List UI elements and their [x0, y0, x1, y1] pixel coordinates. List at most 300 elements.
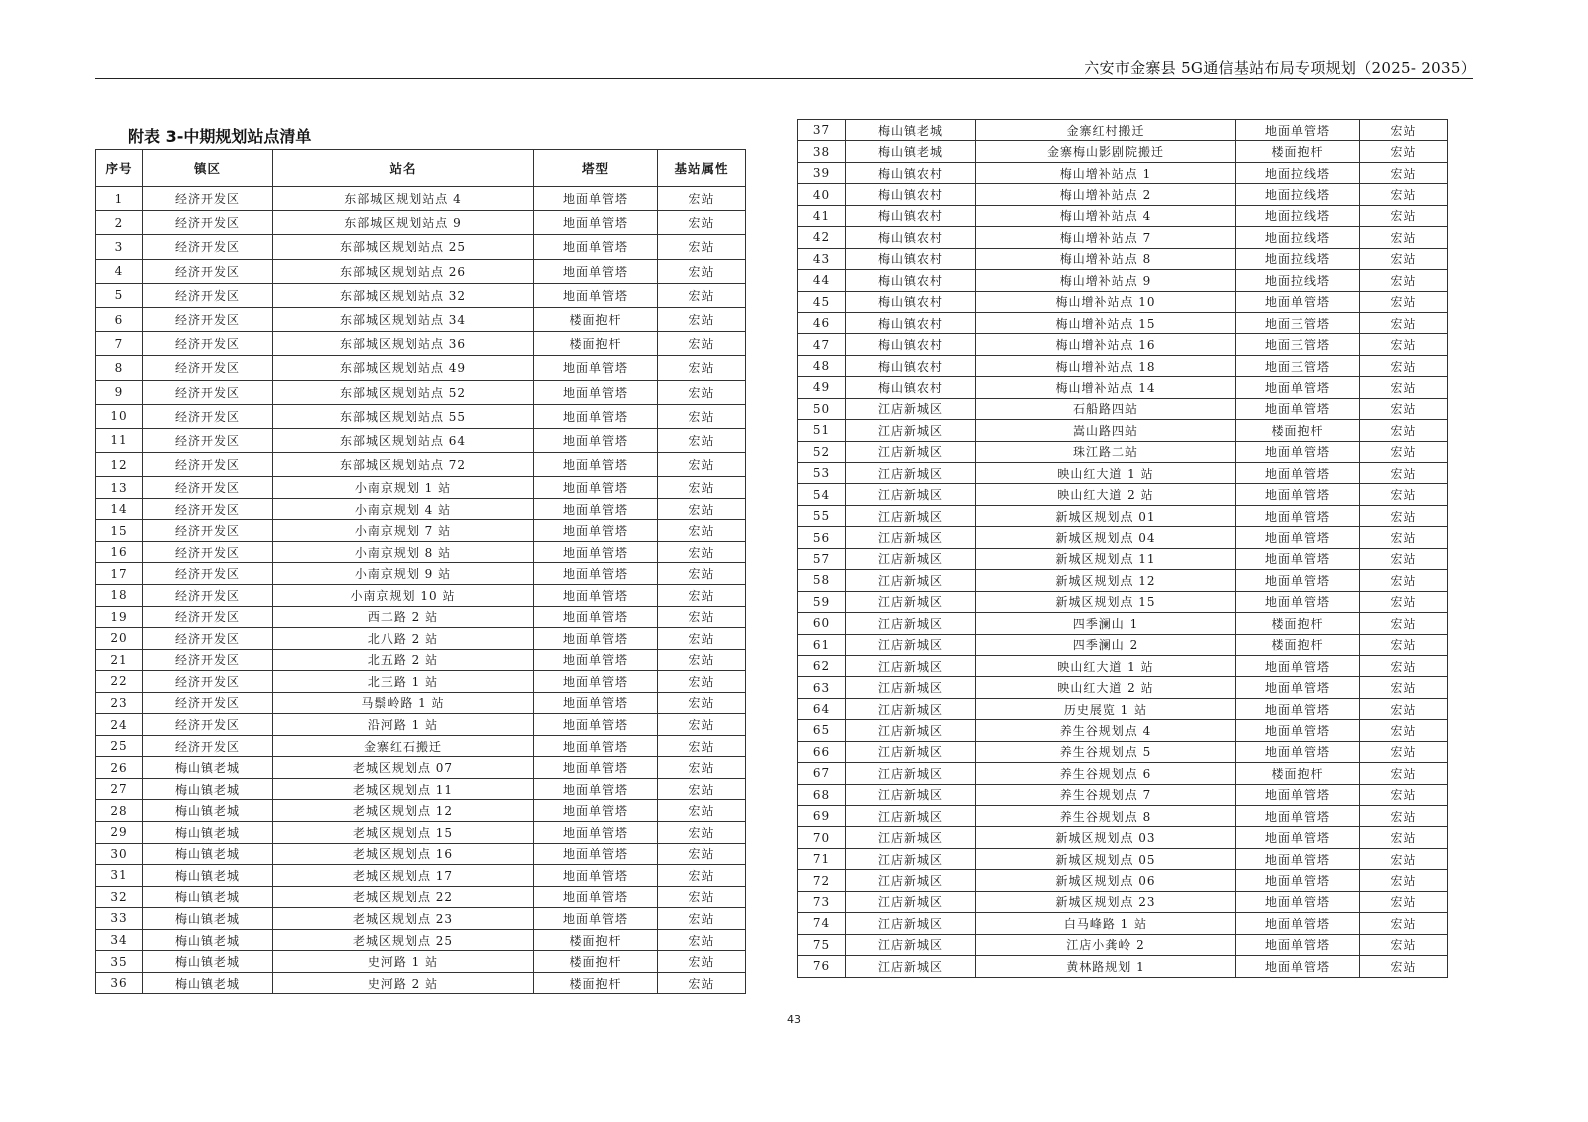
cell-station-attribute: 宏站 [1360, 248, 1448, 269]
cell-tower-type: 地面单管塔 [534, 865, 658, 887]
table-row [96, 951, 746, 973]
cell-station-name: 小南京规划 7 站 [273, 520, 534, 542]
table-row [798, 698, 1448, 719]
cell-serial: 37 [798, 120, 846, 141]
table-row [798, 548, 1448, 569]
table-row [798, 463, 1448, 484]
cell-station-attribute: 宏站 [1360, 934, 1448, 955]
cell-town: 江店新城区 [846, 548, 976, 569]
cell-station-name: 东部城区规划站点 9 [273, 211, 534, 235]
table-row [96, 259, 746, 283]
cell-town: 经济开发区 [143, 283, 273, 307]
cell-town: 梅山镇老城 [143, 929, 273, 951]
cell-town: 经济开发区 [143, 307, 273, 331]
cell-station-attribute: 宏站 [1360, 591, 1448, 612]
cell-tower-type: 地面单管塔 [534, 800, 658, 822]
cell-tower-type: 地面拉线塔 [1236, 205, 1360, 226]
table-row [96, 714, 746, 736]
table-row [96, 735, 746, 757]
cell-serial: 50 [798, 398, 846, 419]
cell-station-name: 新城区规划点 01 [976, 505, 1236, 526]
cell-station-attribute: 宏站 [658, 235, 746, 259]
cell-station-name: 东部城区规划站点 26 [273, 259, 534, 283]
cell-station-attribute: 宏站 [1360, 420, 1448, 441]
table-row [96, 649, 746, 671]
table-row [96, 477, 746, 499]
cell-serial: 40 [798, 184, 846, 205]
cell-tower-type: 楼面抱杆 [534, 332, 658, 356]
cell-station-name: 小南京规划 10 站 [273, 584, 534, 606]
cell-serial: 45 [798, 291, 846, 312]
cell-town: 梅山镇农村 [846, 184, 976, 205]
cell-station-attribute: 宏站 [658, 187, 746, 211]
table-header-row [96, 150, 746, 187]
station-table-right-body [798, 120, 1448, 978]
cell-town: 梅山镇农村 [846, 355, 976, 376]
cell-station-attribute: 宏站 [658, 259, 746, 283]
cell-town: 梅山镇农村 [846, 205, 976, 226]
document-header-title: 六安市金寨县 5G通信基站布局专项规划（2025- 2035） [1084, 59, 1476, 77]
cell-station-attribute: 宏站 [1360, 720, 1448, 741]
cell-serial: 38 [798, 141, 846, 162]
cell-station-name: 东部城区规划站点 64 [273, 428, 534, 452]
cell-tower-type: 地面单管塔 [534, 563, 658, 585]
cell-serial: 61 [798, 634, 846, 655]
cell-serial: 10 [96, 404, 143, 428]
table-row [96, 332, 746, 356]
cell-serial: 42 [798, 227, 846, 248]
cell-station-attribute: 宏站 [658, 453, 746, 477]
cell-station-name: 老城区规划点 11 [273, 778, 534, 800]
cell-town: 经济开发区 [143, 671, 273, 693]
header-town: 镇区 [143, 150, 273, 187]
cell-town: 梅山镇农村 [846, 291, 976, 312]
cell-serial: 25 [96, 735, 143, 757]
cell-station-name: 东部城区规划站点 72 [273, 453, 534, 477]
cell-tower-type: 地面三管塔 [1236, 312, 1360, 333]
table-row [798, 891, 1448, 912]
cell-station-name: 东部城区规划站点 36 [273, 332, 534, 356]
cell-town: 江店新城区 [846, 891, 976, 912]
cell-station-name: 老城区规划点 22 [273, 886, 534, 908]
cell-town: 江店新城区 [846, 720, 976, 741]
cell-station-name: 四季澜山 2 [976, 634, 1236, 655]
cell-station-name: 梅山增补站点 16 [976, 334, 1236, 355]
cell-serial: 35 [96, 951, 143, 973]
cell-serial: 3 [96, 235, 143, 259]
cell-tower-type: 地面单管塔 [1236, 570, 1360, 591]
cell-tower-type: 地面单管塔 [1236, 291, 1360, 312]
table-row [96, 778, 746, 800]
table-row [798, 655, 1448, 676]
station-table-right [797, 119, 1448, 978]
cell-station-name: 老城区规划点 07 [273, 757, 534, 779]
cell-serial: 14 [96, 498, 143, 520]
cell-town: 经济开发区 [143, 332, 273, 356]
cell-serial: 60 [798, 613, 846, 634]
table-row [96, 843, 746, 865]
cell-town: 梅山镇老城 [143, 886, 273, 908]
cell-station-name: 史河路 1 站 [273, 951, 534, 973]
cell-station-attribute: 宏站 [658, 628, 746, 650]
cell-town: 经济开发区 [143, 498, 273, 520]
cell-serial: 47 [798, 334, 846, 355]
cell-station-attribute: 宏站 [658, 520, 746, 542]
cell-tower-type: 楼面抱杆 [534, 929, 658, 951]
cell-town: 江店新城区 [846, 698, 976, 719]
cell-town: 江店新城区 [846, 441, 976, 462]
table-row [798, 227, 1448, 248]
cell-serial: 7 [96, 332, 143, 356]
cell-tower-type: 楼面抱杆 [534, 307, 658, 331]
cell-town: 江店新城区 [846, 870, 976, 891]
table-row [798, 291, 1448, 312]
cell-town: 经济开发区 [143, 628, 273, 650]
cell-serial: 62 [798, 655, 846, 676]
cell-town: 江店新城区 [846, 934, 976, 955]
table-row [798, 420, 1448, 441]
cell-tower-type: 地面单管塔 [534, 628, 658, 650]
cell-station-attribute: 宏站 [658, 283, 746, 307]
cell-station-name: 北三路 1 站 [273, 671, 534, 693]
cell-serial: 70 [798, 827, 846, 848]
cell-station-attribute: 宏站 [1360, 763, 1448, 784]
table-row [96, 356, 746, 380]
cell-station-name: 东部城区规划站点 4 [273, 187, 534, 211]
cell-station-name: 东部城区规划站点 32 [273, 283, 534, 307]
cell-town: 江店新城区 [846, 505, 976, 526]
cell-town: 梅山镇老城 [143, 843, 273, 865]
table-row [798, 120, 1448, 141]
cell-station-attribute: 宏站 [658, 356, 746, 380]
table-row [798, 505, 1448, 526]
cell-tower-type: 地面单管塔 [1236, 698, 1360, 719]
cell-station-name: 老城区规划点 17 [273, 865, 534, 887]
cell-station-attribute: 宏站 [1360, 527, 1448, 548]
cell-tower-type: 地面单管塔 [534, 428, 658, 452]
table-row [798, 677, 1448, 698]
table-row [96, 972, 746, 994]
cell-station-name: 东部城区规划站点 25 [273, 235, 534, 259]
cell-town: 江店新城区 [846, 570, 976, 591]
cell-serial: 33 [96, 908, 143, 930]
cell-station-name: 嵩山路四站 [976, 420, 1236, 441]
cell-tower-type: 地面单管塔 [1236, 806, 1360, 827]
table-row [96, 307, 746, 331]
cell-tower-type: 地面单管塔 [1236, 720, 1360, 741]
cell-serial: 75 [798, 934, 846, 955]
cell-serial: 12 [96, 453, 143, 477]
cell-station-attribute: 宏站 [1360, 698, 1448, 719]
cell-serial: 68 [798, 784, 846, 805]
table-row [798, 484, 1448, 505]
cell-station-name: 映山红大道 2 站 [976, 677, 1236, 698]
cell-tower-type: 地面单管塔 [534, 908, 658, 930]
cell-station-attribute: 宏站 [1360, 377, 1448, 398]
cell-town: 江店新城区 [846, 398, 976, 419]
cell-tower-type: 地面单管塔 [534, 757, 658, 779]
table-row [798, 205, 1448, 226]
table-row [96, 908, 746, 930]
cell-tower-type: 地面单管塔 [534, 356, 658, 380]
cell-station-attribute: 宏站 [1360, 870, 1448, 891]
table-row [798, 784, 1448, 805]
cell-tower-type: 地面拉线塔 [1236, 248, 1360, 269]
table-row [798, 248, 1448, 269]
cell-serial: 44 [798, 270, 846, 291]
cell-station-name: 北五路 2 站 [273, 649, 534, 671]
cell-station-attribute: 宏站 [1360, 227, 1448, 248]
cell-tower-type: 地面单管塔 [1236, 527, 1360, 548]
cell-town: 江店新城区 [846, 677, 976, 698]
cell-station-attribute: 宏站 [1360, 827, 1448, 848]
cell-station-attribute: 宏站 [1360, 891, 1448, 912]
cell-tower-type: 楼面抱杆 [1236, 613, 1360, 634]
cell-station-attribute: 宏站 [1360, 205, 1448, 226]
table-row [798, 956, 1448, 977]
cell-station-name: 梅山增补站点 1 [976, 162, 1236, 183]
cell-station-attribute: 宏站 [658, 800, 746, 822]
table-row [96, 671, 746, 693]
cell-station-attribute: 宏站 [1360, 355, 1448, 376]
cell-serial: 22 [96, 671, 143, 693]
cell-serial: 66 [798, 741, 846, 762]
cell-station-attribute: 宏站 [658, 584, 746, 606]
cell-serial: 1 [96, 187, 143, 211]
cell-tower-type: 地面单管塔 [1236, 741, 1360, 762]
cell-tower-type: 地面单管塔 [534, 380, 658, 404]
cell-serial: 34 [96, 929, 143, 951]
cell-station-name: 西二路 2 站 [273, 606, 534, 628]
table-row [96, 692, 746, 714]
cell-town: 经济开发区 [143, 541, 273, 563]
cell-town: 江店新城区 [846, 591, 976, 612]
cell-station-name: 梅山增补站点 15 [976, 312, 1236, 333]
cell-serial: 72 [798, 870, 846, 891]
cell-station-attribute: 宏站 [658, 951, 746, 973]
cell-tower-type: 地面三管塔 [1236, 355, 1360, 376]
cell-tower-type: 地面单管塔 [534, 822, 658, 844]
cell-station-attribute: 宏站 [1360, 291, 1448, 312]
cell-station-attribute: 宏站 [658, 843, 746, 865]
table-row [96, 541, 746, 563]
cell-station-name: 东部城区规划站点 34 [273, 307, 534, 331]
cell-town: 经济开发区 [143, 187, 273, 211]
cell-station-attribute: 宏站 [658, 649, 746, 671]
cell-serial: 67 [798, 763, 846, 784]
table-row [96, 283, 746, 307]
cell-town: 经济开发区 [143, 404, 273, 428]
table-row [96, 886, 746, 908]
cell-station-name: 珠江路二站 [976, 441, 1236, 462]
cell-tower-type: 地面拉线塔 [1236, 270, 1360, 291]
cell-station-name: 东部城区规划站点 52 [273, 380, 534, 404]
cell-tower-type: 地面单管塔 [1236, 870, 1360, 891]
cell-town: 经济开发区 [143, 259, 273, 283]
table-row [96, 380, 746, 404]
table-row [798, 355, 1448, 376]
cell-town: 江店新城区 [846, 827, 976, 848]
cell-station-name: 新城区规划点 06 [976, 870, 1236, 891]
cell-town: 梅山镇老城 [846, 141, 976, 162]
cell-station-attribute: 宏站 [1360, 634, 1448, 655]
cell-town: 江店新城区 [846, 613, 976, 634]
cell-station-name: 新城区规划点 23 [976, 891, 1236, 912]
cell-serial: 27 [96, 778, 143, 800]
cell-serial: 26 [96, 757, 143, 779]
table-row [798, 441, 1448, 462]
header-divider [95, 78, 1473, 79]
cell-town: 经济开发区 [143, 453, 273, 477]
cell-station-name: 新城区规划点 12 [976, 570, 1236, 591]
table-title: 附表 3-中期规划站点清单 [128, 127, 312, 146]
cell-serial: 54 [798, 484, 846, 505]
cell-station-name: 梅山增补站点 18 [976, 355, 1236, 376]
cell-station-name: 养生谷规划点 7 [976, 784, 1236, 805]
table-row [798, 591, 1448, 612]
cell-serial: 31 [96, 865, 143, 887]
cell-tower-type: 楼面抱杆 [1236, 634, 1360, 655]
cell-station-name: 东部城区规划站点 49 [273, 356, 534, 380]
cell-serial: 64 [798, 698, 846, 719]
cell-station-name: 映山红大道 1 站 [976, 463, 1236, 484]
cell-serial: 20 [96, 628, 143, 650]
cell-station-name: 新城区规划点 03 [976, 827, 1236, 848]
cell-station-attribute: 宏站 [1360, 848, 1448, 869]
cell-serial: 11 [96, 428, 143, 452]
cell-town: 江店新城区 [846, 741, 976, 762]
cell-serial: 46 [798, 312, 846, 333]
cell-tower-type: 地面单管塔 [534, 671, 658, 693]
cell-tower-type: 地面单管塔 [534, 453, 658, 477]
table-row [96, 628, 746, 650]
cell-station-name: 四季澜山 1 [976, 613, 1236, 634]
cell-station-name: 史河路 2 站 [273, 972, 534, 994]
cell-station-attribute: 宏站 [1360, 548, 1448, 569]
cell-town: 经济开发区 [143, 356, 273, 380]
cell-town: 梅山镇老城 [143, 822, 273, 844]
cell-station-name: 老城区规划点 15 [273, 822, 534, 844]
cell-town: 经济开发区 [143, 714, 273, 736]
cell-station-name: 梅山增补站点 2 [976, 184, 1236, 205]
cell-station-name: 新城区规划点 15 [976, 591, 1236, 612]
cell-tower-type: 地面单管塔 [1236, 891, 1360, 912]
cell-station-attribute: 宏站 [658, 477, 746, 499]
cell-serial: 56 [798, 527, 846, 548]
cell-tower-type: 地面单管塔 [534, 211, 658, 235]
cell-station-attribute: 宏站 [658, 908, 746, 930]
cell-serial: 73 [798, 891, 846, 912]
cell-tower-type: 地面单管塔 [534, 404, 658, 428]
cell-serial: 76 [798, 956, 846, 977]
cell-station-name: 梅山增补站点 10 [976, 291, 1236, 312]
table-row [798, 720, 1448, 741]
cell-station-attribute: 宏站 [658, 606, 746, 628]
cell-tower-type: 地面单管塔 [1236, 591, 1360, 612]
cell-station-attribute: 宏站 [1360, 913, 1448, 934]
cell-station-name: 梅山增补站点 7 [976, 227, 1236, 248]
cell-station-attribute: 宏站 [1360, 162, 1448, 183]
cell-station-attribute: 宏站 [658, 929, 746, 951]
cell-serial: 6 [96, 307, 143, 331]
cell-serial: 24 [96, 714, 143, 736]
table-row [96, 606, 746, 628]
table-row [96, 235, 746, 259]
cell-station-name: 养生谷规划点 8 [976, 806, 1236, 827]
cell-tower-type: 地面单管塔 [534, 520, 658, 542]
cell-station-name: 老城区规划点 16 [273, 843, 534, 865]
table-row [96, 498, 746, 520]
cell-town: 梅山镇老城 [143, 908, 273, 930]
cell-station-name: 老城区规划点 12 [273, 800, 534, 822]
table-row [798, 741, 1448, 762]
cell-station-attribute: 宏站 [658, 778, 746, 800]
cell-station-attribute: 宏站 [658, 332, 746, 356]
cell-station-name: 养生谷规划点 5 [976, 741, 1236, 762]
cell-tower-type: 楼面抱杆 [1236, 763, 1360, 784]
cell-serial: 48 [798, 355, 846, 376]
cell-tower-type: 地面单管塔 [1236, 398, 1360, 419]
cell-town: 经济开发区 [143, 606, 273, 628]
cell-station-name: 新城区规划点 05 [976, 848, 1236, 869]
cell-station-attribute: 宏站 [658, 404, 746, 428]
cell-station-attribute: 宏站 [1360, 120, 1448, 141]
cell-town: 梅山镇农村 [846, 248, 976, 269]
cell-tower-type: 地面单管塔 [534, 259, 658, 283]
cell-town: 梅山镇农村 [846, 270, 976, 291]
cell-town: 经济开发区 [143, 520, 273, 542]
table-row [96, 563, 746, 585]
cell-tower-type: 地面三管塔 [1236, 334, 1360, 355]
cell-serial: 13 [96, 477, 143, 499]
table-row [96, 757, 746, 779]
table-row [96, 822, 746, 844]
station-table-left-body [96, 187, 746, 994]
cell-tower-type: 地面拉线塔 [1236, 227, 1360, 248]
cell-tower-type: 地面单管塔 [1236, 441, 1360, 462]
table-row [96, 453, 746, 477]
header-station-attribute: 基站属性 [658, 150, 746, 187]
cell-tower-type: 地面单管塔 [1236, 505, 1360, 526]
cell-serial: 55 [798, 505, 846, 526]
cell-serial: 29 [96, 822, 143, 844]
cell-tower-type: 地面单管塔 [534, 886, 658, 908]
cell-serial: 65 [798, 720, 846, 741]
cell-town: 梅山镇老城 [846, 120, 976, 141]
cell-serial: 9 [96, 380, 143, 404]
cell-station-attribute: 宏站 [658, 498, 746, 520]
cell-town: 梅山镇老城 [143, 800, 273, 822]
cell-tower-type: 地面单管塔 [534, 584, 658, 606]
table-row [798, 934, 1448, 955]
table-row [96, 865, 746, 887]
cell-station-name: 历史展览 1 站 [976, 698, 1236, 719]
cell-station-attribute: 宏站 [658, 211, 746, 235]
table-row [96, 404, 746, 428]
cell-serial: 71 [798, 848, 846, 869]
cell-serial: 51 [798, 420, 846, 441]
cell-town: 江店新城区 [846, 527, 976, 548]
table-row [798, 184, 1448, 205]
cell-tower-type: 地面单管塔 [534, 649, 658, 671]
table-row [798, 870, 1448, 891]
cell-station-attribute: 宏站 [1360, 334, 1448, 355]
cell-tower-type: 地面单管塔 [534, 843, 658, 865]
cell-station-attribute: 宏站 [658, 563, 746, 585]
cell-serial: 32 [96, 886, 143, 908]
cell-town: 江店新城区 [846, 634, 976, 655]
cell-station-attribute: 宏站 [1360, 784, 1448, 805]
